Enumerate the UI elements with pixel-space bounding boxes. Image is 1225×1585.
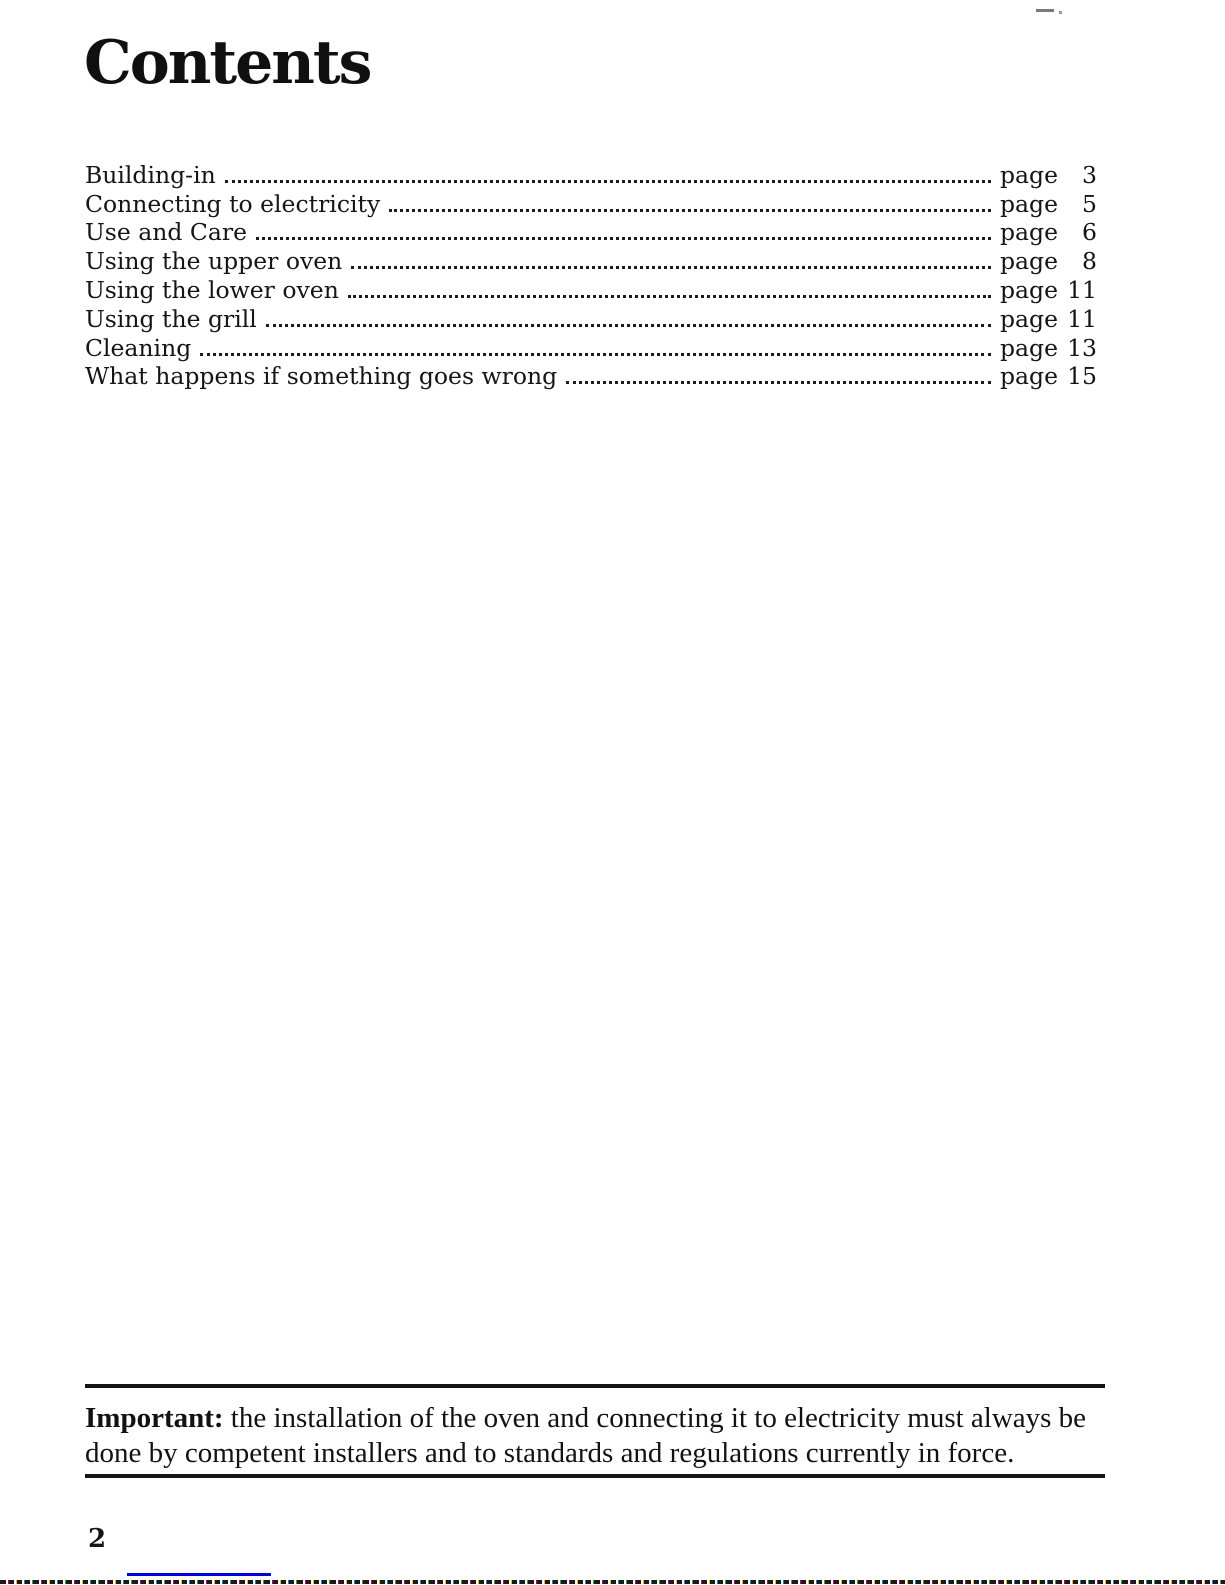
toc-entry-label: Using the grill — [85, 304, 257, 333]
toc-page-number: 13 — [1067, 333, 1097, 362]
scan-artifact-blue-line — [127, 1573, 271, 1576]
dotted-leader — [225, 180, 991, 183]
dotted-leader — [200, 353, 991, 356]
toc-entry-label: Cleaning — [85, 333, 192, 362]
toc-entry — [85, 246, 1097, 275]
dotted-leader — [348, 295, 991, 298]
toc-entry — [85, 333, 1097, 362]
page-title: Contents — [84, 28, 371, 98]
important-note — [85, 1384, 1105, 1478]
dotted-leader — [389, 209, 991, 212]
important-note-lead: Important: — [85, 1402, 224, 1434]
toc-entry-label: What happens if something goes wrong — [85, 362, 558, 391]
toc-entry-label: Use and Care — [85, 218, 248, 247]
toc-page-word: page — [999, 160, 1058, 189]
toc-page-word: page — [999, 304, 1058, 333]
toc-page-word: page — [999, 275, 1058, 304]
toc-page-number: 8 — [1082, 247, 1097, 276]
toc-page-number: 3 — [1082, 160, 1097, 189]
toc-entry-label: Using the lower oven — [85, 275, 339, 304]
important-note-body: the installation of the oven and connecting it to electricity must always be done by competent installers and to standards and regulations currently in force. — [85, 1402, 1087, 1469]
toc-entry-label: Connecting to electricity — [85, 189, 381, 218]
toc-entry — [85, 218, 1097, 247]
page-number: 2 — [88, 1524, 107, 1554]
important-note-text — [85, 1401, 1105, 1471]
dotted-leader — [256, 237, 991, 240]
toc-page-word: page — [999, 247, 1058, 276]
toc-page-word: page — [999, 333, 1058, 362]
scan-artifact-dash — [1036, 9, 1054, 12]
toc-entry — [85, 362, 1097, 391]
scan-edge-artifact — [0, 1580, 1225, 1584]
toc-entry — [85, 275, 1097, 304]
scan-artifact-dot — [1059, 11, 1062, 14]
toc-entry — [85, 304, 1097, 333]
toc-entry — [85, 160, 1097, 189]
toc-page-number: 11 — [1067, 304, 1097, 333]
dotted-leader — [351, 266, 991, 269]
dotted-leader — [566, 381, 991, 384]
toc-page-word: page — [999, 189, 1058, 218]
toc-page-word: page — [999, 218, 1058, 247]
toc-page-word: page — [999, 362, 1058, 391]
toc-entry — [85, 189, 1097, 218]
table-of-contents — [85, 160, 1097, 390]
toc-page-number: 5 — [1082, 189, 1097, 218]
toc-page-number: 11 — [1067, 275, 1097, 304]
toc-entry-label: Building-in — [85, 160, 216, 189]
dotted-leader — [266, 324, 991, 327]
toc-page-number: 15 — [1067, 362, 1097, 391]
toc-entry-label: Using the upper oven — [85, 247, 343, 276]
toc-page-number: 6 — [1082, 218, 1097, 247]
